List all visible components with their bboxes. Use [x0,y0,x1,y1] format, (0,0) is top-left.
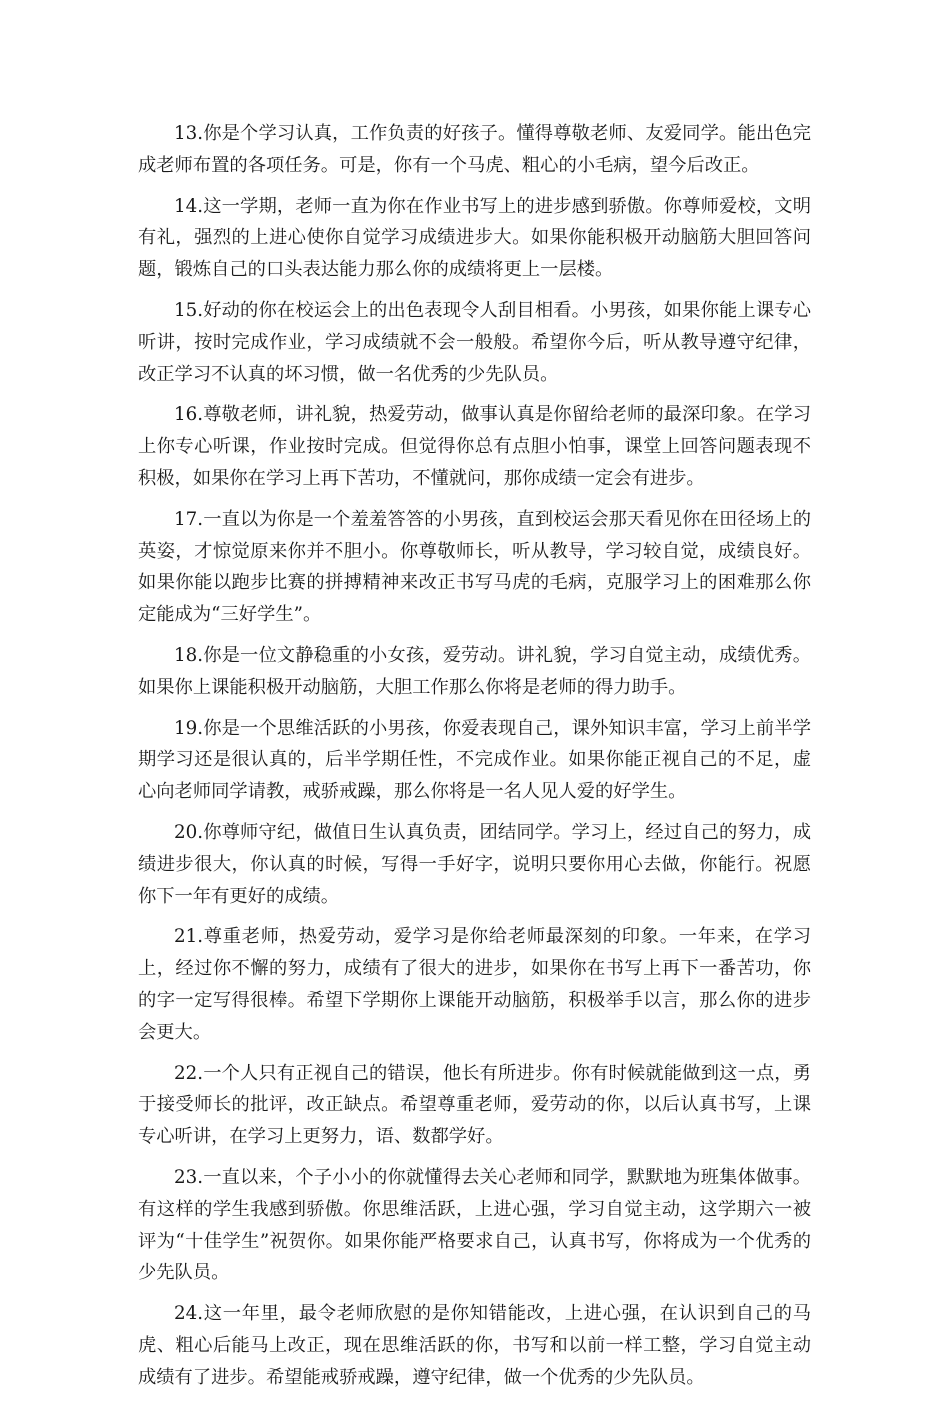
comment-17: 17.一直以为你是一个羞羞答答的小男孩，直到校运会那天看见你在田径场上的英姿，才惊觉原来你并不胆小。你尊敬师长，听从教导，学习较自觉，成绩良好。如果你能以跑步比赛的拼搏精神来改正书写马虎的毛病，克服学习上的困难那么你定能成为“三好学生”。 [138,508,811,626]
comment-15: 15.好动的你在校运会上的出色表现令人刮目相看。小男孩，如果你能上课专心听讲，按时完成作业，学习成绩就不会一般般。希望你今后，听从教导遵守纪律，改正学习不认真的坏习惯，做一名优秀的少先队员。 [138,299,811,385]
comment-19: 19.你是一个思维活跃的小男孩，你爱表现自己，课外知识丰富，学习上前半学期学习还是很认真的，后半学期任性，不完成作业。如果你能正视自己的不足，虚心向老师同学请教，戒骄戒躁，那么你将是一名人见人爱的好学生。 [138,717,811,803]
comment-list [138,118,811,1402]
comment-18: 18.你是一位文静稳重的小女孩，爱劳动。讲礼貌，学习自觉主动，成绩优秀。如果你上课能积极开动脑筋，大胆工作那么你将是老师的得力助手。 [138,644,811,698]
comment-14: 14.这一学期，老师一直为你在作业书写上的进步感到骄傲。你尊师爱校，文明有礼，强烈的上进心使你自觉学习成绩进步大。如果你能积极开动脑筋大胆回答问题，锻炼自己的口头表达能力那么你的成绩将更上一层楼。 [138,195,811,281]
comment-20: 20.你尊师守纪，做值日生认真负责，团结同学。学习上，经过自己的努力，成绩进步很大，你认真的时候，写得一手好字，说明只要你用心去做，你能行。祝愿你下一年有更好的成绩。 [138,821,811,907]
comment-22: 22.一个人只有正视自己的错误，他长有所进步。你有时候就能做到这一点，勇于接受师长的批评，改正缺点。希望尊重老师，爱劳动的你，以后认真书写，上课专心听讲，在学习上更努力，语、数都学好。 [138,1062,811,1148]
comment-21: 21.尊重老师，热爱劳动，爱学习是你给老师最深刻的印象。一年来，在学习上，经过你不懈的努力，成绩有了很大的进步，如果你在书写上再下一番苦功，你的字一定写得很棒。希望下学期你上课能开动脑筋，积极举手以言，那么你的进步会更大。 [138,926,811,1043]
comment-16: 16.尊敬老师，讲礼貌，热爱劳动，做事认真是你留给老师的最深印象。在学习上你专心听课，作业按时完成。但觉得你总有点胆小怕事，课堂上回答问题表现不积极，如果你在学习上再下苦功，不懂就问，那你成绩一定会有进步。 [138,404,811,489]
comment-24: 24.这一年里，最令老师欣慰的是你知错能改，上进心强，在认识到自己的马虎、粗心后能马上改正，现在思维活跃的你，书写和以前一样工整，学习自觉主动成绩有了进步。希望能戒骄戒躁，遵守纪律，做一个优秀的少先队员。 [138,1303,811,1388]
comment-13: 13.你是个学习认真，工作负责的好孩子。懂得尊敬老师、友爱同学。能出色完成老师布置的各项任务。可是，你有一个马虎、粗心的小毛病，望今后改正。 [138,123,811,176]
comment-23: 23.一直以来，个子小小的你就懂得去关心老师和同学，默默地为班集体做事。有这样的学生我感到骄傲。你思维活跃，上进心强，学习自觉主动，这学期六一被评为“十佳学生”祝贺你。如果你能严格要求自己，认真书写，你将成为一个优秀的少先队员。 [138,1166,811,1284]
